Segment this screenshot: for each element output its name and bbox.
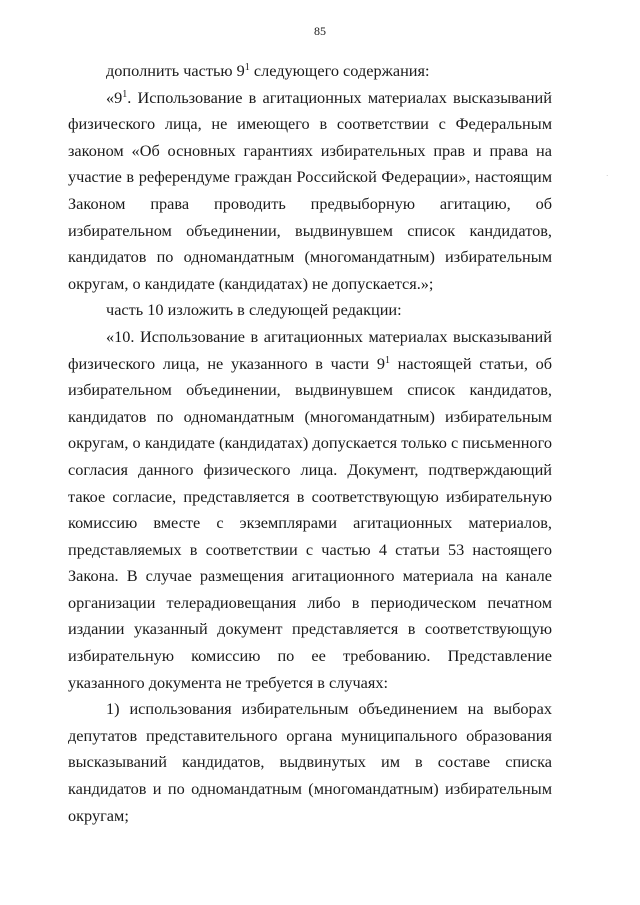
paragraph-item-1: 1) использования избирательным объединением на выборах депутатов представительного органа муниципального образования высказываний кандидатов, выдвинутых им в составе списка кандидатов и по одномандатным (многомандатным) избирательным округам; bbox=[68, 699, 552, 825]
paragraph-part-9-1: «$9^1$. Использование в агитационных материалах высказываний физического лица, не имеющего в соответствии с Федеральным законом «Об основных гарантиях избирательных прав и права на участие в референдуме граждан Российской Федерации», настоящим Законом права проводить предвыборную агитацию, об избирательном объединении, выдвинувшем список кандидатов, кандидатов по одномандатным (многомандатным) избирательным округам, о кандидате (кандидатах) не допускается.»; bbox=[68, 87, 552, 293]
paragraph-amendment-intro: дополнить частью $9^1$ следующего содержания: bbox=[106, 61, 430, 80]
document-body bbox=[68, 58, 552, 829]
paragraph-part-10-intro: часть 10 изложить в следующей редакции: bbox=[106, 300, 402, 320]
page-number: 85 bbox=[314, 24, 326, 38]
paragraph-part-10: «10. Использование в агитационных материалах высказываний физического лица, не указанного в части $9^1$ настоящей статьи, об избирательном объединении, выдвинувшем список кандидатов, кандидатов по одномандатным (многомандатным) избирательным округам, о кандидате (кандидатах) допускается только с письменного согласия данного физического лица. Документ, подтверждающий такое согласие, представляется в соответствующую избирательную комиссию вместе с экземплярами агитационных материалов, представляемых в соответствии с частью 4 статьи 53 настоящего Закона. В случае размещения агитационного материала на канале организации телерадиовещания либо в периодическом печатном издании указанный документ представляется в соответствующую избирательную комиссию по ее требованию. Представление указанного документа не требуется в случаях: bbox=[68, 326, 553, 692]
margin-mark: · bbox=[606, 172, 609, 180]
